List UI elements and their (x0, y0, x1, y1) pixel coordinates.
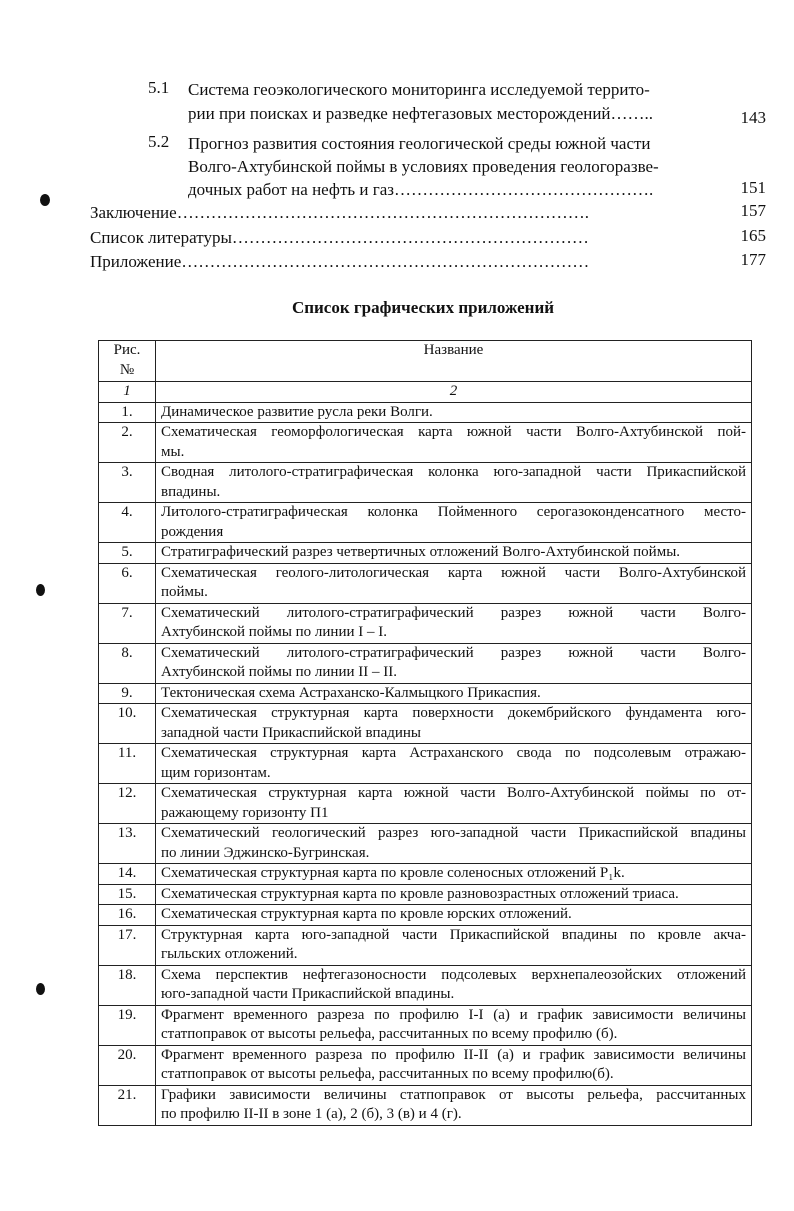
toc-page: 177 (740, 250, 766, 269)
fig-title-line: по профилю II-II в зоне 1 (а), 2 (б), 3 (в) и 4 (г). (161, 1106, 462, 1122)
fig-number: 14. (99, 864, 156, 885)
table-row (99, 563, 752, 603)
fig-number: 9. (99, 683, 156, 704)
fig-title-line: Стратиграфический разрез четвертичных отложений Волго-Ахтубинской поймы. (161, 544, 681, 560)
fig-title-line: по линии Эджинско-Бугринская. (161, 844, 370, 861)
table-row (99, 503, 752, 543)
table-row (99, 925, 752, 965)
table-row (99, 683, 752, 704)
toc-line: Список литературы……………………………………………………… (90, 228, 589, 247)
fig-title (156, 1045, 752, 1085)
scan-mark (36, 584, 45, 596)
fig-title-line: щим горизонтам. (161, 764, 271, 781)
fig-title (156, 543, 752, 564)
fig-title-line: Ахтубинской поймы по линии I – I. (161, 624, 388, 640)
table-row (99, 905, 752, 926)
fig-title-line: Динамическое развитие русла реки Волги. (161, 403, 433, 420)
toc-page: 165 (740, 226, 766, 245)
fig-number: 15. (99, 884, 156, 905)
fig-title (156, 864, 752, 885)
fig-title-line: Схематическая геолого-литологическая карта южной части Волго-Ахтубинской (161, 564, 746, 581)
fig-title-line: Схематическая структурная карта по кровле разновозрастных отложений триаса. (161, 885, 679, 902)
fig-title-line: Схематическая структурная карта южной части Волго-Ахтубинской поймы по от- (161, 785, 746, 801)
fig-number: 8. (99, 643, 156, 683)
table-row (99, 1085, 752, 1125)
table-row (99, 824, 752, 864)
toc-line: рии при поисках и разведке нефтегазовых месторождений…….. (188, 104, 654, 123)
fig-title-line: мы. (161, 443, 185, 460)
fig-title-line: Схематическая структурная карта по кровле юрских отложений. (161, 906, 572, 922)
toc-line: Приложение……………………………………………………………… (90, 252, 590, 271)
table-row (99, 543, 752, 564)
table-row (99, 463, 752, 503)
fig-title-line: статпоправок от высоты рельефа, рассчитанных по всему профилю (б). (161, 1026, 618, 1042)
fig-title-line: Схематический литолого-стратиграфический разрез южной части Волго- (161, 604, 746, 621)
fig-title-line: поймы. (161, 584, 208, 600)
fig-number: 2. (99, 423, 156, 463)
column-number-row (99, 382, 752, 403)
scan-mark (40, 194, 50, 206)
section-title: Список графических приложений (291, 298, 555, 317)
fig-number: 19. (99, 1005, 156, 1045)
fig-title-line: Схематическая структурная карта по кровле соленосных отложений P₁k. (161, 865, 625, 881)
fig-title (156, 402, 752, 423)
table-row (99, 784, 752, 824)
fig-title-line: Сводная литолого-стратиграфическая колонка юго-западной части Прикаспийской (161, 464, 746, 480)
fig-title (156, 824, 752, 864)
fig-title (156, 1085, 752, 1125)
fig-number: 11. (99, 744, 156, 784)
table-row (99, 965, 752, 1005)
fig-title (156, 563, 752, 603)
fig-title-line: юго-западной части Прикаспийской впадины. (161, 986, 455, 1002)
fig-number: 18. (99, 965, 156, 1005)
fig-number: 5. (99, 543, 156, 564)
table-row (99, 1045, 752, 1085)
fig-title (156, 905, 752, 926)
toc-line: Волго-Ахтубинской поймы в условиях проведения геологоразве- (188, 157, 659, 176)
fig-title-line: Схематический литолого-стратиграфический разрез южной части Волго- (161, 644, 746, 661)
fig-title (156, 603, 752, 643)
fig-title (156, 683, 752, 704)
fig-title-line: Схематическая геоморфологическая карта южной части Волго-Ахтубинской пой- (161, 424, 746, 440)
table-header-row (99, 341, 752, 382)
toc-page: 157 (740, 201, 766, 220)
table-row (99, 864, 752, 885)
table-row (99, 643, 752, 683)
fig-title-line: Структурная карта юго-западной части Прикаспийской впадины по кровле акча- (161, 926, 746, 943)
fig-number: 6. (99, 563, 156, 603)
table-row (99, 884, 752, 905)
fig-number: 4. (99, 503, 156, 543)
fig-number: 12. (99, 784, 156, 824)
column-number-2: 2 (156, 382, 752, 403)
table-row (99, 603, 752, 643)
fig-title-line: Схема перспектив нефтегазоносности подсолевых верхнепалеозойских отложений (161, 966, 746, 983)
fig-title (156, 503, 752, 543)
toc-page: 151 (740, 178, 766, 197)
fig-title (156, 704, 752, 744)
toc-line: Система геоэкологического мониторинга исследуемой террито- (188, 80, 650, 99)
fig-title (156, 965, 752, 1005)
fig-title-line: Графики зависимости величины статпоправок от высоты рельефа, рассчитанных (161, 1086, 746, 1103)
fig-title (156, 744, 752, 784)
toc-line: Прогноз развития состояния геологической среды южной части (188, 134, 651, 153)
fig-number: 7. (99, 603, 156, 643)
toc-num: 5.1 (148, 78, 170, 97)
toc-page: 143 (740, 108, 766, 127)
fig-title-line: статпоправок от высоты рельефа, рассчитанных по всему профилю(б). (161, 1066, 614, 1082)
column-number-1: 1 (99, 382, 156, 403)
fig-title (156, 925, 752, 965)
fig-title-line: рождения (161, 523, 224, 540)
fig-title (156, 643, 752, 683)
table-row (99, 402, 752, 423)
fig-title-line: Схематическая структурная карта Астраханского свода по подсолевым отражаю- (161, 745, 746, 761)
fig-number: 10. (99, 704, 156, 744)
fig-title-line: Схематический геологический разрез юго-западной части Прикаспийской впадины (161, 825, 746, 841)
fig-title-line: Фрагмент временного разреза по профилю I-I (а) и график зависимости величины (161, 1006, 746, 1023)
fig-title (156, 463, 752, 503)
fig-number: 13. (99, 824, 156, 864)
fig-number: 17. (99, 925, 156, 965)
fig-title-line: Тектоническая схема Астраханско-Калмыцкого Прикаспия. (161, 684, 541, 701)
toc-num: 5.2 (148, 132, 170, 151)
fig-title-line: Ахтубинской поймы по линии II – II. (161, 664, 397, 680)
scan-mark (36, 983, 45, 995)
table-row (99, 1005, 752, 1045)
fig-title-line: западной части Прикаспийской впадины (161, 724, 422, 741)
fig-title-line: гыльских отложений. (161, 946, 298, 962)
fig-title-line: Литолого-стратиграфическая колонка Пойменного серогазоконденсатного место- (161, 504, 746, 520)
fig-title-line: Схематическая структурная карта поверхности докембрийского фундамента юго- (161, 705, 746, 721)
fig-number: 3. (99, 463, 156, 503)
fig-title (156, 1005, 752, 1045)
table-row (99, 744, 752, 784)
header-title: Название (156, 341, 752, 382)
fig-number: 16. (99, 905, 156, 926)
fig-title (156, 884, 752, 905)
fig-title (156, 784, 752, 824)
toc-line: Заключение………………………………………………………………. (90, 203, 589, 222)
fig-title-line: впадины. (161, 483, 221, 500)
fig-title-line: Фрагмент временного разреза по профилю II-II (а) и график зависимости величины (161, 1046, 746, 1063)
table-row (99, 423, 752, 463)
figures-table (98, 340, 752, 1126)
table-row (99, 704, 752, 744)
fig-number: 20. (99, 1045, 156, 1085)
fig-number: 21. (99, 1085, 156, 1125)
toc-line: дочных работ на нефть и газ………………………………………. (188, 180, 654, 199)
header-fig-number: Рис. № (99, 341, 156, 382)
fig-number: 1. (99, 402, 156, 423)
fig-title-line: ражающему горизонту П1 (161, 804, 329, 821)
fig-title (156, 423, 752, 463)
